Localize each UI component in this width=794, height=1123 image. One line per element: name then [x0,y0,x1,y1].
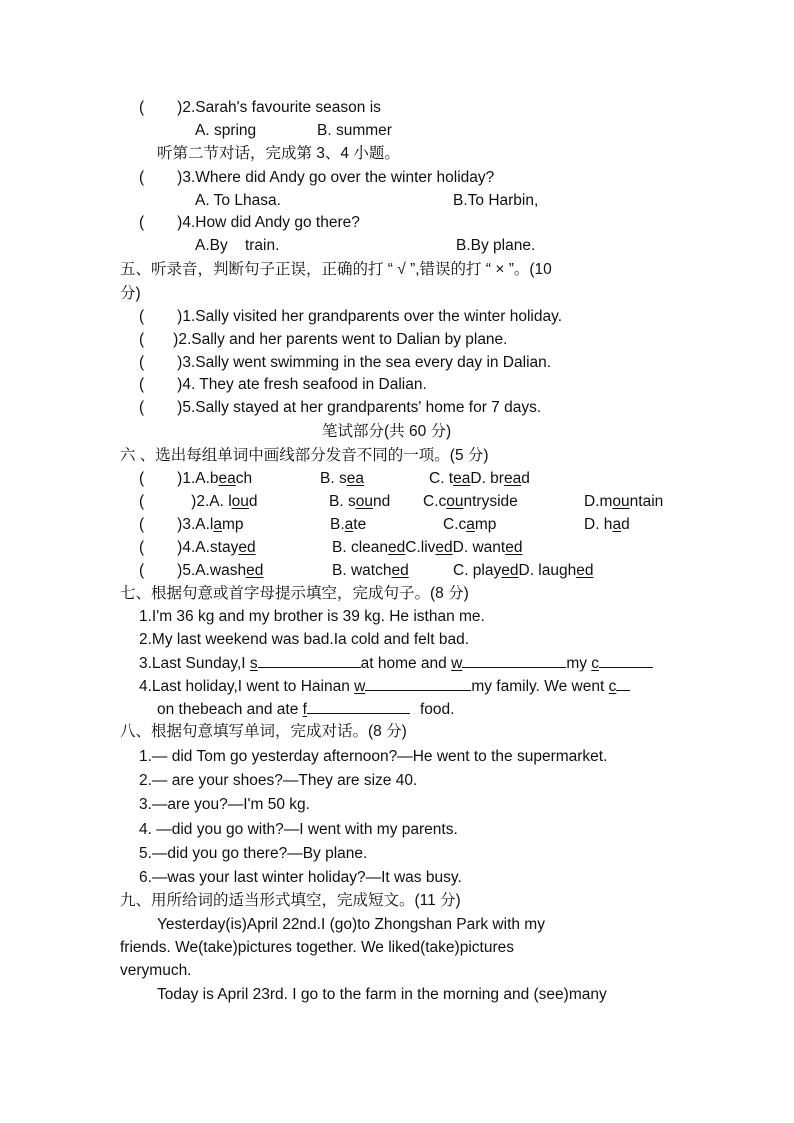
dialogue-item: 4. —did you go with?—I went with my parents. [139,821,458,838]
paren-close: ) [177,99,183,116]
fill-sentence-2: 2.My last weekend was bad.Ia cold and felt bad. [139,631,470,648]
answer-paren[interactable]: ( [139,539,145,556]
answer-paren[interactable]: ( [139,493,145,510]
statement-text: )3.Sally went swimming in the sea every day in Dalian. [177,354,552,371]
underlined-letters: a [612,516,622,533]
hint-letter: f [302,701,307,718]
passage-line: Today is April 23rd. I go to the farm in the morning and (see)many [157,986,607,1003]
sentence-text: on thebeach and ate [157,701,303,718]
phonics-option-d [584,492,663,512]
dialogue-item: 1.— did Tom go yesterday afternoon?—He went to the supermarket. [139,748,608,765]
answer-paren[interactable]: ( [139,470,145,487]
hint-letter: c [608,678,617,695]
underlined-letters: ou [355,493,373,510]
section8-heading: 八、根据句意填写单词，完成对话。(8 分) [120,723,407,740]
sentence-text: 4.Last holiday,I went to Hainan [139,678,355,695]
phonics-row [139,492,258,512]
fill-sentence-5 [157,699,454,720]
answer-blank[interactable] [616,676,630,691]
section7-heading: 七、根据句意或首字母提示填空，完成句子。(8 分) [120,585,469,602]
underlined-letters: ed [505,539,523,556]
underlined-letters: a [344,516,354,533]
underlined-letters: ed [238,539,256,556]
passage-line: verymuch. [120,962,192,979]
phonics-option-cd [453,561,593,581]
q2-line [139,98,381,118]
option-b: B. s [320,470,347,487]
section5-item [139,330,507,350]
option-a: )4.A.stay [177,539,239,556]
statement-text: )5.Sally stayed at her grandparents' home for 7 days. [177,399,542,416]
phonics-option-b [332,561,409,581]
underlined-letters: a [213,516,222,533]
section5-item [139,398,541,418]
paren-close: ) [177,169,183,186]
answer-paren[interactable]: ( [139,354,145,371]
underlined-letters: ea [218,470,236,487]
option-b: B. clean [332,539,389,556]
phonics-row [139,538,256,558]
hint-letter: c [591,655,600,672]
answer-paren[interactable]: ( [139,214,145,231]
answer-paren[interactable]: ( [139,562,145,579]
option-a: )5.A.wash [177,562,247,579]
answer-blank[interactable] [599,653,653,668]
phonics-option-d [584,515,630,535]
option-a: )1.A.b [177,470,219,487]
phonics-option-cd [429,469,530,489]
option-c: C.liv [405,539,436,556]
option-d: D. laugh [518,562,577,579]
option-c: C. t [429,470,454,487]
underlined-letters: ou [612,493,630,510]
option-a-rest: mp [221,516,244,533]
option-d: D. h [584,516,613,533]
underlined-letters: ea [503,470,522,487]
option-c-rest: ntryside [463,493,518,510]
answer-blank[interactable] [462,653,566,668]
underlined-letters: ea [346,470,364,487]
option-b-rest: nd [372,493,391,510]
option-a: )3.A.l [177,516,214,533]
passage-line: friends. We(take)pictures together. We liked(take)pictures [120,939,514,956]
phonics-option-c [443,515,496,535]
section5-item [139,307,562,327]
hint-letter: w [451,655,463,672]
phonics-option-c [423,492,518,512]
underlined-letters: ed [246,562,264,579]
q3-option-b: B.To Harbin, [453,192,539,209]
phonics-row [139,561,263,581]
answer-paren[interactable]: ( [139,376,145,393]
option-d-rest: d [621,516,630,533]
q2-option-b: B. summer [317,122,392,139]
answer-paren[interactable]: ( [139,308,145,325]
statement-text: )4. They ate fresh seafood in Dalian. [177,376,427,393]
section6-heading: 六 、选出每组单词中画线部分发音不同的一项。(5 分) [120,447,489,464]
answer-blank[interactable] [365,676,471,691]
section9-heading: 九、用所给词的适当形式填空，完成短文。(11 分) [120,892,461,909]
option-b: B. [330,516,345,533]
option-a-rest: d [248,493,258,510]
phonics-option-bcd [332,538,522,558]
option-d: D. want [452,539,506,556]
sentence-text: my [566,655,592,672]
answer-paren[interactable]: ( [139,169,145,186]
section5-item [139,375,427,395]
option-b-rest: te [353,516,367,533]
q3-option-a: A. To Lhasa. [195,192,281,209]
answer-paren[interactable]: ( [139,99,145,116]
option-c: C.c [443,516,467,533]
dialogue-item: 2.— are your shoes?—They are size 40. [139,772,418,789]
underlined-letters: ed [435,539,453,556]
section2-note: 听第二节对话，完成第 3、4 小题。 [157,145,400,162]
sentence-text: 3.Last Sunday,I [139,655,250,672]
fill-sentence-3 [139,653,653,674]
q2-text: 2.Sarah's favourite season is [182,99,381,116]
paren-close: ) [177,214,183,231]
section5-heading-cont: 分) [120,285,141,302]
q3-text: 3.Where did Andy go over the winter holiday? [182,169,495,186]
answer-blank[interactable] [307,699,410,714]
underlined-letters: a [466,516,475,533]
passage-line: Yesterday(is)April 22nd.I (go)to Zhongshan Park with my [157,916,545,933]
phonics-row [139,469,252,489]
q4-line [139,213,360,233]
sentence-text: at home and [360,655,452,672]
option-d-rest: d [521,470,530,487]
option-a: )2.A. l [191,493,232,510]
q2-option-a: A. spring [195,122,257,139]
option-b: B. s [329,493,356,510]
fill-sentence-1: 1.I'm 36 kg and my brother is 39 kg. He isthan me. [139,608,485,625]
option-c: C.c [423,493,447,510]
underlined-letters: ou [446,493,464,510]
phonics-option-b [329,492,390,512]
dialogue-item: 5.—did you go there?—By plane. [139,845,368,862]
answer-paren[interactable]: ( [139,331,145,348]
hint-letter: w [354,678,366,695]
underlined-letters: ea [453,470,471,487]
underlined-letters: ou [231,493,249,510]
section5-heading: 五、听录音，判断句子正误，正确的打 “ √ ”,错误的打 “ × ”。(10 [120,261,552,278]
q3-line [139,168,494,188]
written-part-title: 笔试部分(共 60 分) [322,423,452,440]
phonics-row [139,515,244,535]
option-c-rest: mp [474,516,497,533]
sentence-text: food. [419,701,455,718]
dialogue-item: 6.—was your last winter holiday?—It was busy. [139,869,462,886]
q4-option-b: B.By plane. [456,237,536,254]
section5-item [139,353,551,373]
phonics-option-b [320,469,364,489]
option-d: D. br [470,470,504,487]
phonics-option-b [330,515,366,535]
underlined-letters: ed [576,562,594,579]
answer-paren[interactable]: ( [139,399,145,416]
sentence-text: my family. We went [471,678,609,695]
answer-paren[interactable]: ( [139,516,145,533]
option-b: B. watch [332,562,392,579]
option-c: C. play [453,562,502,579]
underlined-letters: ed [391,562,409,579]
statement-text: )2.Sally and her parents went to Dalian by plane. [173,331,508,348]
option-d: D.m [584,493,613,510]
dialogue-item: 3.—are you?—I'm 50 kg. [139,796,310,813]
q4-text: 4.How did Andy go there? [182,214,360,231]
underlined-letters: ed [501,562,519,579]
hint-letter: s [249,655,258,672]
q4-option-a: A.By train. [195,237,280,254]
fill-sentence-4 [139,676,630,697]
option-a-rest: ch [235,470,253,487]
underlined-letters: ed [388,539,406,556]
option-d-rest: ntain [629,493,664,510]
statement-text: )1.Sally visited her grandparents over the winter holiday. [177,308,563,325]
answer-blank[interactable] [258,653,361,668]
